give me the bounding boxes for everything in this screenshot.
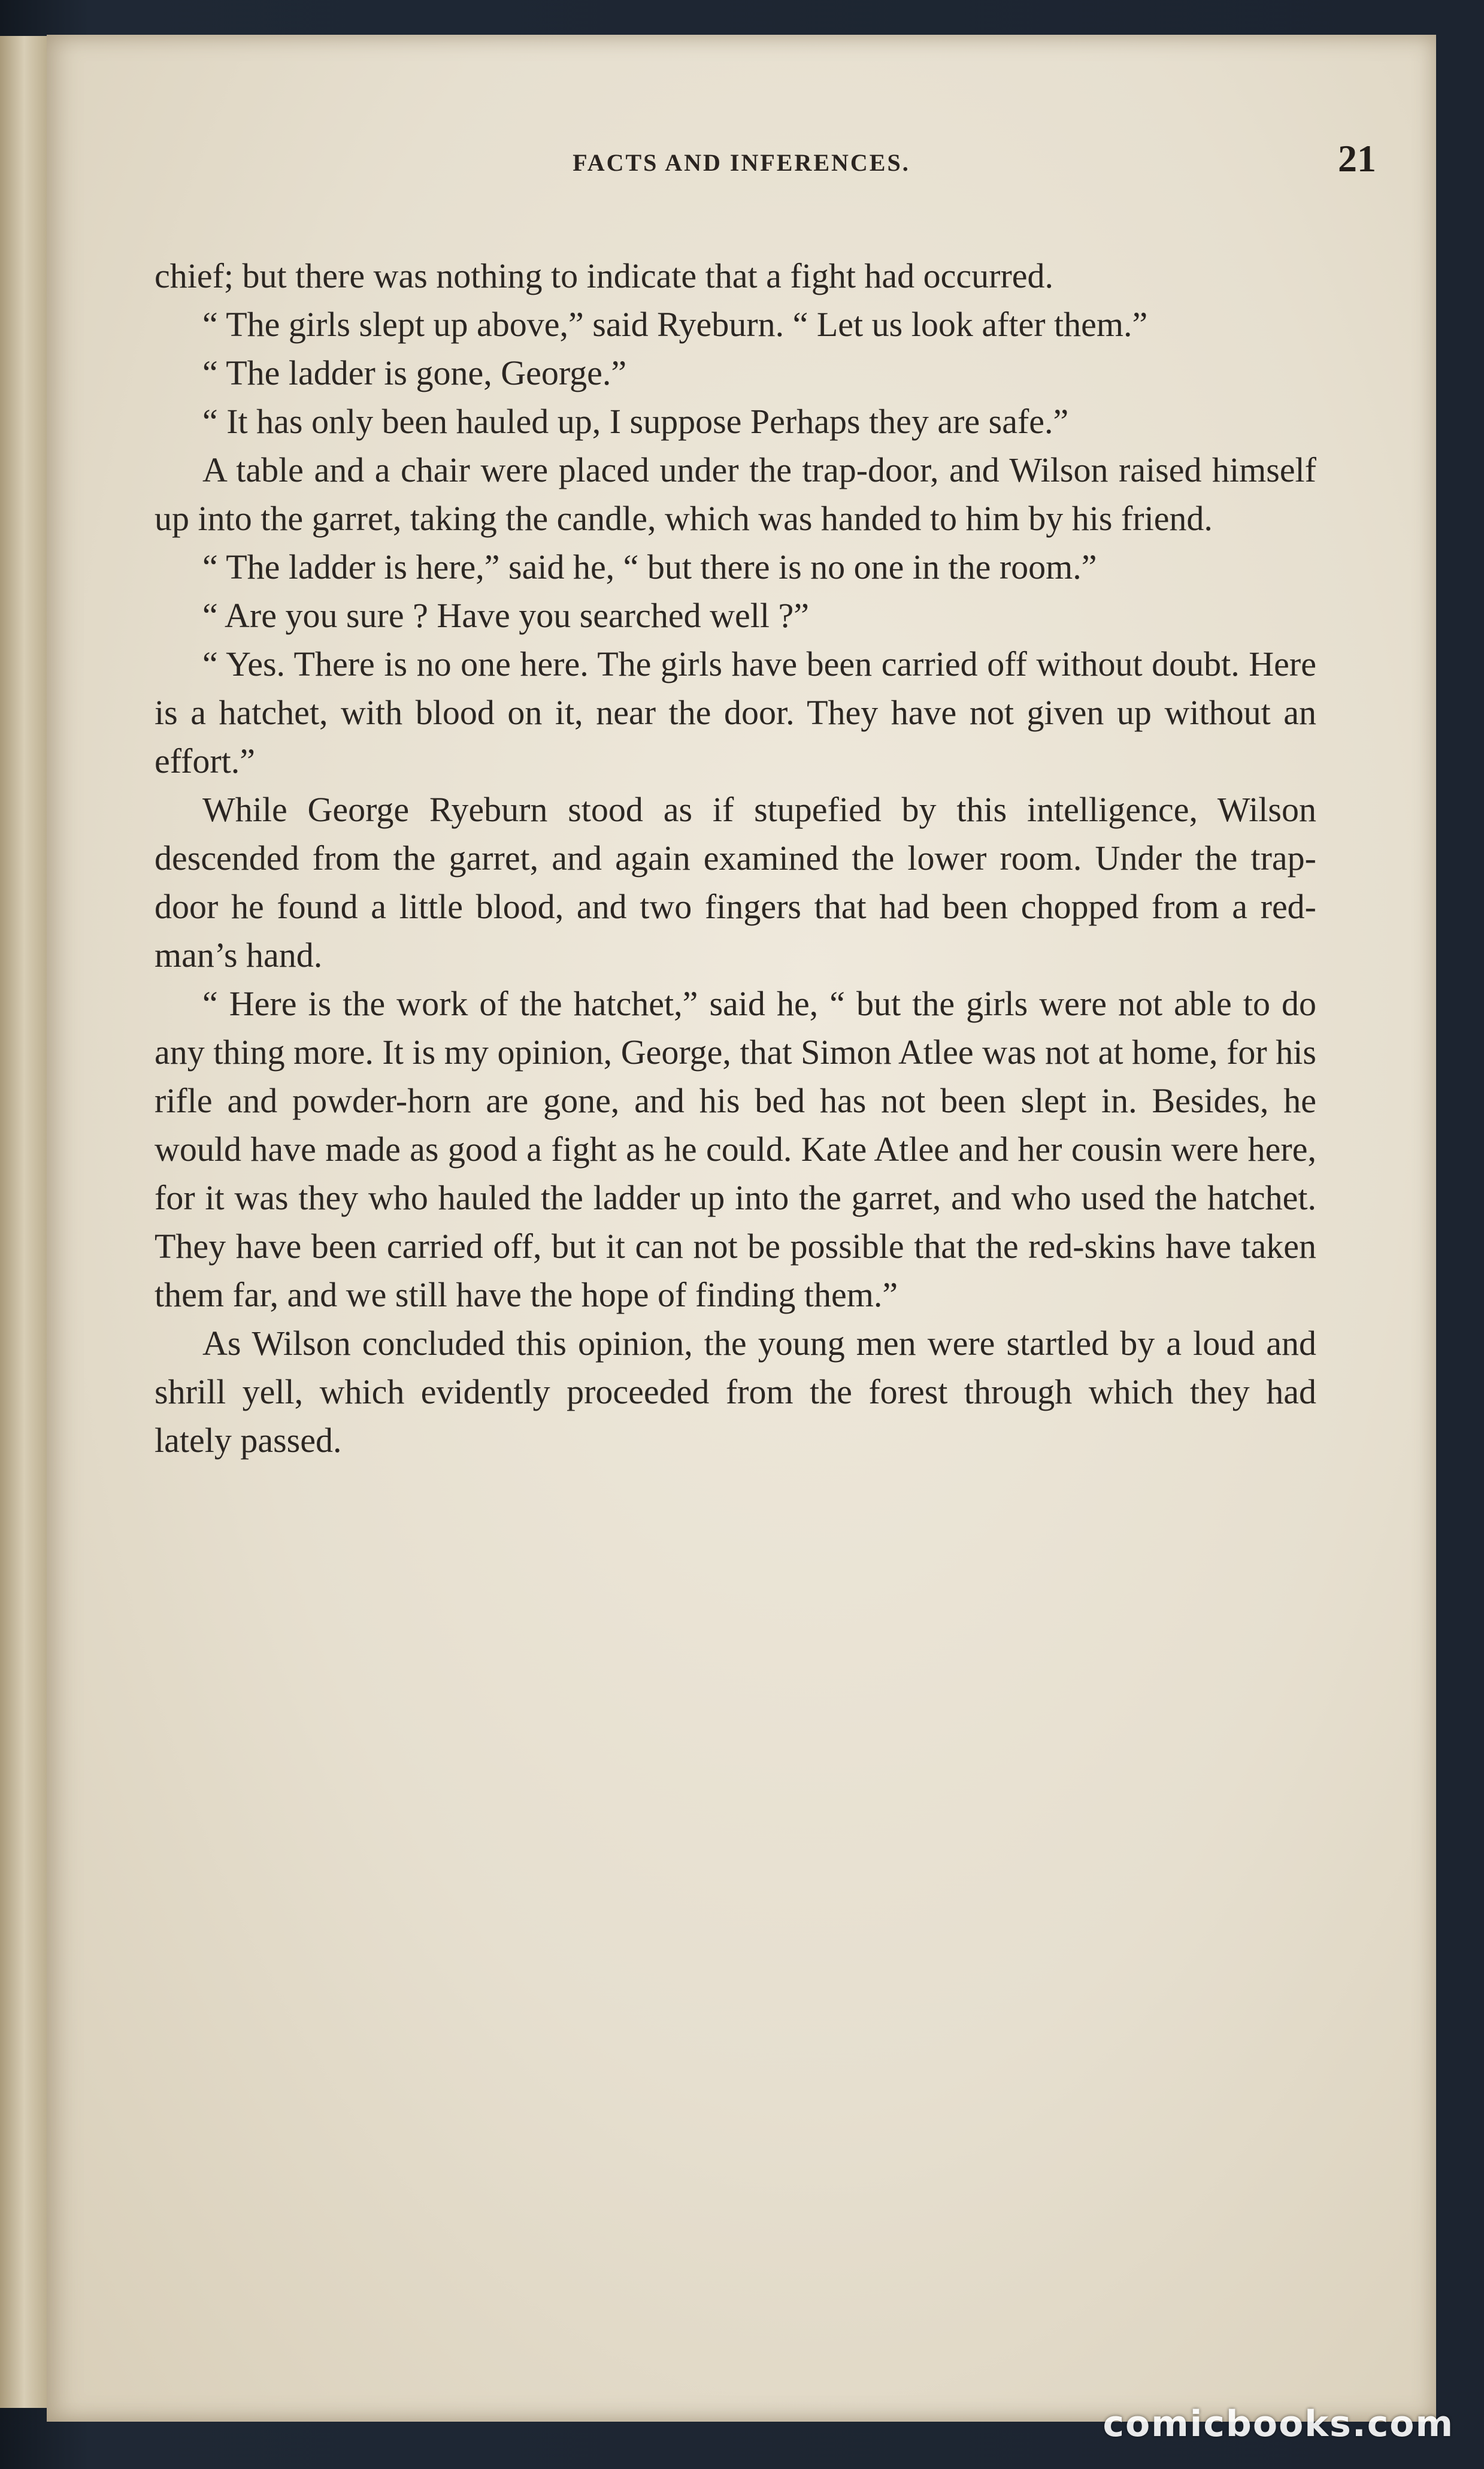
paragraph: “ Are you sure ? Have you searched well ?” (202, 596, 809, 635)
book-page (47, 35, 1436, 2422)
body-text (155, 252, 1316, 1465)
paragraph: “ The ladder is here,” said he, “ but there is no one in the room.” (202, 547, 1097, 586)
watermark: comicbooks.com (1103, 2403, 1454, 2445)
paragraph: “ Here is the work of the hatchet,” said he, “ but the girls were not able to do any thing more. It is my opinion, George, that Simon Atlee was not at home, for his rifle and powder-horn are gone, and his bed has not been slept in. Besides, he would have made as good a fight as he could. Kate Atlee and her cousin were here, for it was they who hauled the ladder up into the garret, and who used the hatchet. They have been carried off, but it can not be possible that the red-skins have taken them far, and we still have the hope of finding them.” (155, 984, 1316, 1314)
paragraph: “ The girls slept up above,” said Ryeburn. “ Let us look after them.” (202, 305, 1148, 344)
paragraph: As Wilson concluded this opinion, the young men were startled by a loud and shrill yell, which evidently proceeded from the forest through which they had lately passed. (155, 1324, 1316, 1460)
paragraph: chief; but there was nothing to indicate that a fight had occurred. (155, 256, 1054, 295)
paragraph: “ The ladder is gone, George.” (202, 353, 627, 392)
paragraph: “ Yes. There is no one here. The girls have been carried off without doubt. Here is a hatchet, with blood on it, near the door. They have not given up without an effort.” (155, 645, 1316, 780)
paragraph: While George Ryeburn stood as if stupefied by this intelligence, Wilson descended from the garret, and again examined the lower room. Under the trap-door he found a little blood, and two fingers that had been chopped from a red-man’s hand. (155, 790, 1316, 975)
paragraph: “ It has only been hauled up, I suppose Perhaps they are safe.” (202, 402, 1069, 441)
page-number: 21 (1338, 137, 1376, 180)
left-page-edge (0, 36, 54, 2408)
running-head: FACTS AND INFERENCES. (573, 149, 910, 176)
paragraph: A table and a chair were placed under the trap-door, and Wilson raised himself up into the garret, taking the candle, which was handed to him by his friend. (155, 450, 1316, 538)
